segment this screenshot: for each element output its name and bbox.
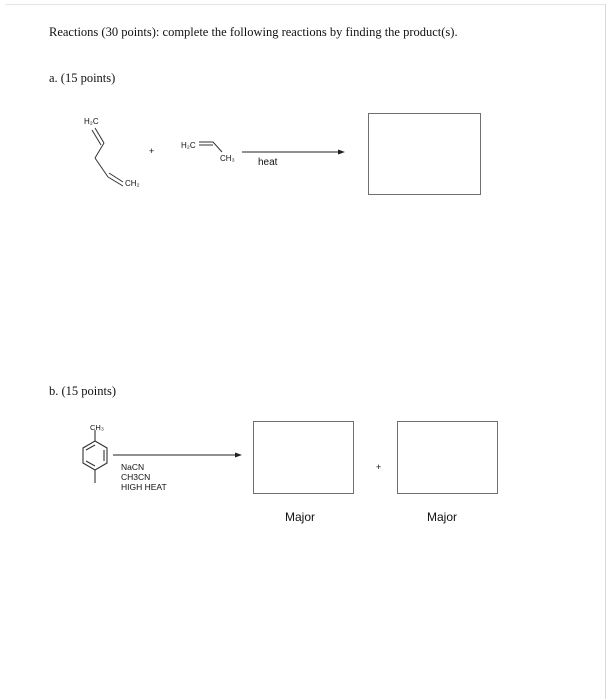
instructions-heading: Reactions (30 points): complete the following reactions by finding the product(s). — [49, 25, 458, 39]
part-b-reagent-2: CH3CN — [121, 472, 151, 482]
part-a-label: a. (15 points) — [49, 71, 116, 85]
part-a-condition-label: heat — [258, 157, 278, 168]
part-b-reagents — [121, 462, 167, 492]
part-b-product-2-label: Major — [427, 510, 458, 524]
part-b-product-1-label: Major — [285, 510, 316, 524]
part-a-diene-top-group: H₂C — [84, 117, 99, 126]
part-a-plus-sign: + — [149, 146, 155, 156]
part-b-reaction-arrow — [113, 453, 242, 458]
part-b-plus-sign: + — [376, 462, 382, 472]
part-b-label: b. (15 points) — [49, 384, 117, 398]
part-a-diene-bottom-group: CH₂ — [125, 179, 140, 188]
part-b-product-box-2[interactable] — [397, 421, 498, 494]
part-b-product-box-1[interactable] — [253, 421, 354, 494]
part-b-ring-top-group: CH₃ — [90, 423, 104, 432]
part-a-alkene-right-group: CH₃ — [220, 154, 235, 163]
part-a-alkene-left-group: H₂C — [181, 141, 196, 150]
part-b-aromatic-ring-structure — [83, 430, 107, 483]
part-b-reagent-3: HIGH HEAT — [121, 482, 167, 492]
part-b-reagent-1: NaCN — [121, 462, 145, 472]
